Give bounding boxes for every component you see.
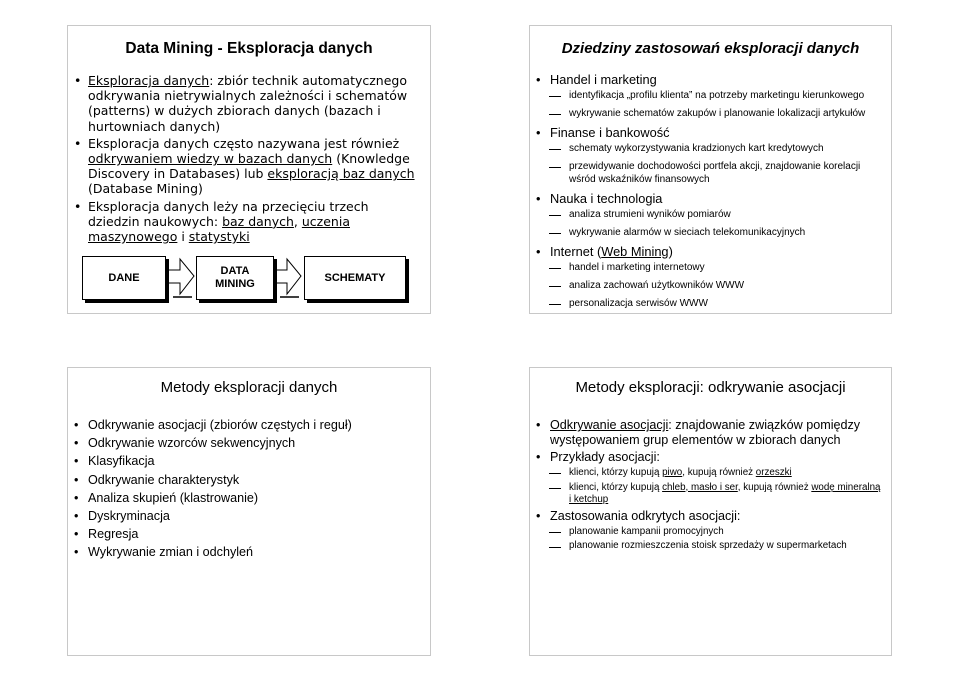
list-item: • Klasyfikacja	[72, 454, 430, 469]
section-label: Internet (	[550, 244, 602, 259]
box-data-mining	[196, 256, 274, 300]
list-item: wykrywanie alarmów w sieciach telekomunikacyjnych	[534, 226, 885, 239]
list-item: analiza strumieni wyników pomiarów	[534, 208, 885, 221]
arrow-icon	[168, 259, 194, 294]
link-statystyki[interactable]: statystyki	[188, 229, 250, 245]
slide-data-mining	[67, 25, 431, 314]
slide-zastosowania	[529, 25, 892, 314]
list-item: • Dyskryminacja	[72, 509, 430, 524]
box-label: SCHEMATY	[324, 271, 386, 284]
example-item-a: chleb, masło i ser	[662, 481, 738, 493]
example-item-a: piwo	[662, 467, 683, 478]
example-item	[534, 482, 883, 507]
example-text: klienci, którzy kupują	[569, 467, 663, 478]
bullet-text: Eksploracja danych leży na przecięciu trzech dziedzin naukowych:	[88, 198, 369, 229]
list-item: • Odkrywanie asocjacji (zbiorów częstych i reguł)	[72, 418, 430, 433]
section-nauka: • Nauka i technologia	[534, 191, 885, 207]
slide-body	[72, 418, 430, 564]
slide-title: Metody eksploracji: odkrywanie asocjacji	[575, 379, 846, 396]
slide-body	[534, 72, 885, 315]
example-text: klienci, którzy kupują	[569, 481, 663, 493]
link-odkrywanie-wiedzy[interactable]: odkrywaniem wiedzy w bazach danych	[88, 151, 333, 167]
slide-body	[72, 73, 422, 246]
list-item: planowanie kampanii promocyjnych	[534, 526, 883, 539]
link-uczenia-maszynowego[interactable]: uczenia maszynowego	[88, 213, 350, 245]
box-schematy	[304, 256, 406, 300]
section-finanse: • Finanse i bankowość	[534, 125, 885, 141]
list-item: • Odkrywanie charakterystyk	[72, 473, 430, 488]
link-baz-danych[interactable]: baz danych	[222, 213, 294, 229]
bullet-applications: • Zastosowania odkrytych asocjacji:	[534, 509, 883, 524]
link-odkrywanie-asocjacji[interactable]: Odkrywanie asocjacji	[550, 418, 669, 432]
bullet-text: : zbiór technik automatycznego odkrywania nietrywialnych zależności i schematów (patterns) w dużych zbiorach danych (bazach i hurtowniach danych)	[88, 73, 408, 134]
bullet-examples: • Przykłady asocjacji:	[534, 450, 883, 465]
slide-title: Metody eksploracji danych	[160, 379, 338, 396]
list-item: identyfikacja „profilu klienta” na potrzeby marketingu kierunkowego	[534, 89, 885, 102]
flow-diagram	[80, 252, 422, 304]
example-text: , kupują również	[737, 481, 812, 493]
arrow-icon	[275, 259, 301, 294]
bullet-aliases	[72, 136, 422, 197]
slide-title: Dziedziny zastosowań eksploracji danych	[561, 40, 860, 57]
box-label-line1: DATA	[220, 265, 250, 277]
bullet-text: i	[177, 229, 189, 245]
list-item: • Wykrywanie zmian i odchyleń	[72, 545, 430, 560]
example-text: , kupują również	[682, 467, 756, 478]
list-item: handel i marketing internetowy	[534, 261, 885, 274]
bullet-text: ,	[293, 213, 302, 229]
section-handel: • Handel i marketing	[534, 72, 885, 88]
section-label: )	[668, 244, 673, 259]
box-dane	[82, 256, 166, 300]
example-item	[534, 467, 883, 480]
bullet-fields	[72, 199, 422, 245]
box-label: DANE	[108, 271, 140, 284]
link-eksploracja-baz[interactable]: eksploracją baz danych	[267, 166, 415, 182]
bullet-text: (Knowledge Discovery in Databases) lub	[88, 151, 410, 182]
link-web-mining[interactable]: Web Mining	[601, 244, 669, 259]
list-item: • Regresja	[72, 527, 430, 542]
slide-asocjacje	[529, 367, 892, 656]
box-label-line2: MINING	[215, 278, 255, 290]
slide-body	[534, 418, 883, 555]
bullet-text: Eksploracja danych często nazywana jest również	[88, 135, 400, 151]
slide-title: Data Mining - Eksploracja danych	[125, 40, 373, 57]
list-item: • Analiza skupień (klastrowanie)	[72, 491, 430, 506]
list-item: analiza zachowań użytkowników WWW	[534, 279, 885, 292]
link-eksploracja-danych[interactable]: Eksploracja danych	[88, 73, 210, 88]
example-item-b: wodę mineralną i ketchup	[569, 481, 881, 506]
bullet-text: : znajdowanie związków pomiędzy występowaniem grup elementów w zbiorach danych	[550, 418, 861, 447]
bullet-definition	[534, 418, 883, 448]
bullet-text: (Database Mining)	[88, 181, 203, 197]
list-item: • Odkrywanie wzorców sekwencyjnych	[72, 436, 430, 451]
list-item: personalizacja serwisów WWW	[534, 297, 885, 310]
bullet-definition	[72, 73, 422, 134]
example-item-b: orzeszki	[755, 467, 792, 478]
list-item: przewidywanie dochodowości portfela akcji, znajdowanie korelacji wśród wskaźników finansowych	[534, 160, 885, 186]
section-internet	[534, 244, 885, 260]
list-item: schematy wykorzystywania kradzionych kart kredytowych	[534, 142, 885, 155]
list-item: wykrywanie schematów zakupów i planowanie lokalizacji artykułów	[534, 107, 885, 120]
list-item: planowanie rozmieszczenia stoisk sprzedaży w supermarketach	[534, 540, 883, 553]
slide-metody	[67, 367, 431, 656]
